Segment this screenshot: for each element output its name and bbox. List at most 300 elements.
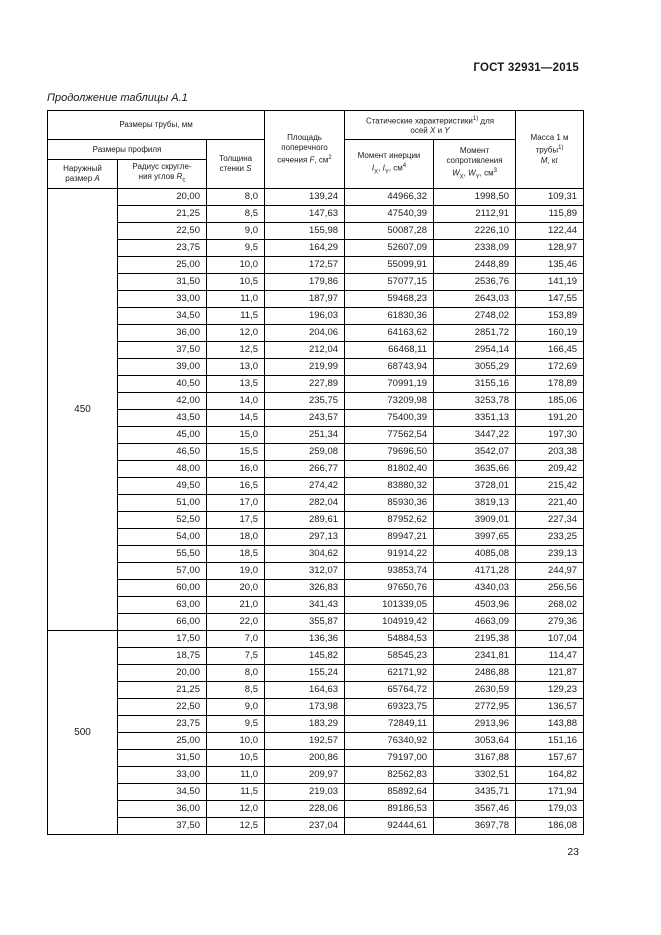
page-number: 23 bbox=[567, 846, 579, 858]
inertia-cell: 70991,19 bbox=[345, 376, 434, 393]
table-row bbox=[48, 614, 584, 631]
header-radius bbox=[118, 160, 207, 189]
table-row bbox=[48, 546, 584, 563]
inertia-cell: 68743,94 bbox=[345, 359, 434, 376]
header-static-and: и bbox=[435, 126, 445, 136]
radius-cell: 49,50 bbox=[118, 478, 207, 495]
header-inertia-ix-sub: X bbox=[374, 169, 379, 176]
resistance-cell: 3567,46 bbox=[434, 801, 516, 818]
header-resistance-sep: , bbox=[463, 168, 469, 178]
inertia-cell: 81802,40 bbox=[345, 461, 434, 478]
mass-cell: 215,42 bbox=[516, 478, 584, 495]
header-area bbox=[265, 111, 345, 189]
radius-cell: 20,00 bbox=[118, 665, 207, 682]
header-radius-line2: ния углов bbox=[138, 172, 175, 182]
mass-cell: 115,89 bbox=[516, 206, 584, 223]
header-inertia-unit: , см bbox=[388, 163, 403, 173]
resistance-cell: 3302,51 bbox=[434, 767, 516, 784]
resistance-cell: 4085,08 bbox=[434, 546, 516, 563]
table-row bbox=[48, 818, 584, 835]
area-cell: 179,86 bbox=[265, 274, 345, 291]
radius-cell: 66,00 bbox=[118, 614, 207, 631]
table-row bbox=[48, 376, 584, 393]
radius-cell: 34,50 bbox=[118, 308, 207, 325]
table-row bbox=[48, 682, 584, 699]
header-static-footnote: 1) bbox=[472, 115, 479, 122]
radius-cell: 48,00 bbox=[118, 461, 207, 478]
radius-cell: 37,50 bbox=[118, 818, 207, 835]
header-profile-sizes: Размеры профиля bbox=[48, 140, 207, 160]
area-cell: 200,86 bbox=[265, 750, 345, 767]
resistance-cell: 3635,66 bbox=[434, 461, 516, 478]
header-outer-line1: Наружный bbox=[63, 164, 102, 173]
resistance-cell: 3053,64 bbox=[434, 733, 516, 750]
header-resistance bbox=[434, 140, 516, 189]
inertia-cell: 65764,72 bbox=[345, 682, 434, 699]
area-cell: 173,98 bbox=[265, 699, 345, 716]
mass-cell: 153,89 bbox=[516, 308, 584, 325]
table-row bbox=[48, 189, 584, 206]
radius-cell: 60,00 bbox=[118, 580, 207, 597]
radius-cell: 45,00 bbox=[118, 427, 207, 444]
mass-cell: 109,31 bbox=[516, 189, 584, 206]
inertia-cell: 50087,28 bbox=[345, 223, 434, 240]
header-thickness-symbol: S bbox=[246, 164, 252, 173]
header-resistance-wx: W bbox=[452, 168, 460, 178]
table-row bbox=[48, 240, 584, 257]
radius-cell: 33,00 bbox=[118, 291, 207, 308]
resistance-cell: 1998,50 bbox=[434, 189, 516, 206]
area-cell: 145,82 bbox=[265, 648, 345, 665]
header-inertia bbox=[345, 140, 434, 189]
thickness-cell: 11,5 bbox=[207, 784, 265, 801]
radius-cell: 22,50 bbox=[118, 699, 207, 716]
resistance-cell: 2112,91 bbox=[434, 206, 516, 223]
table-row bbox=[48, 801, 584, 818]
mass-cell: 128,97 bbox=[516, 240, 584, 257]
radius-cell: 39,00 bbox=[118, 359, 207, 376]
resistance-cell: 3728,01 bbox=[434, 478, 516, 495]
table-row bbox=[48, 767, 584, 784]
thickness-cell: 8,0 bbox=[207, 665, 265, 682]
resistance-cell: 3155,16 bbox=[434, 376, 516, 393]
table-row bbox=[48, 580, 584, 597]
thickness-cell: 14,5 bbox=[207, 410, 265, 427]
area-cell: 187,97 bbox=[265, 291, 345, 308]
header-inertia-line1: Момент инерции bbox=[357, 150, 421, 160]
table-row bbox=[48, 648, 584, 665]
radius-cell: 55,50 bbox=[118, 546, 207, 563]
area-cell: 266,77 bbox=[265, 461, 345, 478]
thickness-cell: 8,5 bbox=[207, 682, 265, 699]
table-row bbox=[48, 733, 584, 750]
header-mass-symbol: M bbox=[540, 155, 548, 165]
thickness-cell: 13,0 bbox=[207, 359, 265, 376]
table-row bbox=[48, 563, 584, 580]
mass-cell: 135,46 bbox=[516, 257, 584, 274]
resistance-cell: 3819,13 bbox=[434, 495, 516, 512]
inertia-cell: 85930,36 bbox=[345, 495, 434, 512]
area-cell: 139,24 bbox=[265, 189, 345, 206]
mass-cell: 197,30 bbox=[516, 427, 584, 444]
radius-cell: 52,50 bbox=[118, 512, 207, 529]
table-row bbox=[48, 393, 584, 410]
radius-cell: 40,50 bbox=[118, 376, 207, 393]
thickness-cell: 12,0 bbox=[207, 325, 265, 342]
header-radius-symbol: R bbox=[176, 172, 183, 182]
thickness-cell: 12,5 bbox=[207, 342, 265, 359]
resistance-cell: 3253,78 bbox=[434, 393, 516, 410]
area-cell: 212,04 bbox=[265, 342, 345, 359]
header-resistance-wy-sub: Y bbox=[475, 174, 480, 181]
header-area-line2: поперечного bbox=[281, 143, 328, 153]
area-cell: 235,75 bbox=[265, 393, 345, 410]
thickness-cell: 13,5 bbox=[207, 376, 265, 393]
radius-cell: 51,00 bbox=[118, 495, 207, 512]
thickness-cell: 11,5 bbox=[207, 308, 265, 325]
mass-cell: 107,04 bbox=[516, 631, 584, 648]
inertia-cell: 66468,11 bbox=[345, 342, 434, 359]
mass-cell: 244,97 bbox=[516, 563, 584, 580]
inertia-cell: 57077,15 bbox=[345, 274, 434, 291]
area-cell: 155,98 bbox=[265, 223, 345, 240]
inertia-cell: 44966,32 bbox=[345, 189, 434, 206]
thickness-cell: 21,0 bbox=[207, 597, 265, 614]
resistance-cell: 4340,03 bbox=[434, 580, 516, 597]
header-static-line2: осей bbox=[410, 126, 428, 136]
inertia-cell: 89947,21 bbox=[345, 529, 434, 546]
radius-cell: 22,50 bbox=[118, 223, 207, 240]
table-row bbox=[48, 512, 584, 529]
mass-cell: 239,13 bbox=[516, 546, 584, 563]
resistance-cell: 3997,65 bbox=[434, 529, 516, 546]
mass-cell: 166,45 bbox=[516, 342, 584, 359]
mass-cell: 185,06 bbox=[516, 393, 584, 410]
table-row bbox=[48, 478, 584, 495]
mass-cell: 114,47 bbox=[516, 648, 584, 665]
mass-cell: 151,16 bbox=[516, 733, 584, 750]
area-cell: 251,34 bbox=[265, 427, 345, 444]
table-row bbox=[48, 665, 584, 682]
thickness-cell: 10,5 bbox=[207, 274, 265, 291]
area-cell: 274,42 bbox=[265, 478, 345, 495]
resistance-cell: 2486,88 bbox=[434, 665, 516, 682]
standard-number: ГОСТ 32931—2015 bbox=[473, 62, 579, 74]
mass-cell: 164,82 bbox=[516, 767, 584, 784]
mass-cell: 203,38 bbox=[516, 444, 584, 461]
outer-size-cell: 450 bbox=[48, 189, 118, 631]
inertia-cell: 47540,39 bbox=[345, 206, 434, 223]
radius-cell: 18,75 bbox=[118, 648, 207, 665]
resistance-cell: 2643,03 bbox=[434, 291, 516, 308]
radius-cell: 25,00 bbox=[118, 257, 207, 274]
header-outer-symbol: A bbox=[94, 174, 100, 183]
mass-cell: 160,19 bbox=[516, 325, 584, 342]
inertia-cell: 82562,83 bbox=[345, 767, 434, 784]
thickness-cell: 16,5 bbox=[207, 478, 265, 495]
mass-cell: 256,56 bbox=[516, 580, 584, 597]
header-inertia-iy-sub: Y bbox=[384, 169, 389, 176]
header-radius-sub: с bbox=[182, 177, 186, 184]
mass-cell: 179,03 bbox=[516, 801, 584, 818]
area-cell: 196,03 bbox=[265, 308, 345, 325]
radius-cell: 23,75 bbox=[118, 716, 207, 733]
area-cell: 219,03 bbox=[265, 784, 345, 801]
header-resistance-wx-sub: X bbox=[459, 174, 464, 181]
table-body bbox=[48, 189, 584, 835]
thickness-cell: 19,0 bbox=[207, 563, 265, 580]
thickness-cell: 8,0 bbox=[207, 189, 265, 206]
area-cell: 282,04 bbox=[265, 495, 345, 512]
header-inertia-unit-sup: 4 bbox=[402, 162, 407, 169]
table-row bbox=[48, 631, 584, 648]
header-resistance-unit-sup: 3 bbox=[493, 167, 497, 174]
table-row bbox=[48, 716, 584, 733]
area-cell: 259,08 bbox=[265, 444, 345, 461]
mass-cell: 143,88 bbox=[516, 716, 584, 733]
inertia-cell: 54884,53 bbox=[345, 631, 434, 648]
header-area-symbol: F bbox=[309, 155, 315, 165]
mass-cell: 209,42 bbox=[516, 461, 584, 478]
inertia-cell: 72849,11 bbox=[345, 716, 434, 733]
resistance-cell: 3055,29 bbox=[434, 359, 516, 376]
inertia-cell: 79197,00 bbox=[345, 750, 434, 767]
inertia-cell: 76340,92 bbox=[345, 733, 434, 750]
table-row bbox=[48, 427, 584, 444]
thickness-cell: 7,0 bbox=[207, 631, 265, 648]
thickness-cell: 9,0 bbox=[207, 223, 265, 240]
header-static-y: Y bbox=[444, 126, 450, 136]
inertia-cell: 59468,23 bbox=[345, 291, 434, 308]
table-row bbox=[48, 257, 584, 274]
inertia-cell: 101339,05 bbox=[345, 597, 434, 614]
inertia-cell: 93853,74 bbox=[345, 563, 434, 580]
table-row bbox=[48, 699, 584, 716]
header-mass-unit: , кг bbox=[547, 155, 559, 165]
header-thickness bbox=[207, 140, 265, 189]
thickness-cell: 10,0 bbox=[207, 733, 265, 750]
header-mass bbox=[516, 111, 584, 189]
thickness-cell: 12,0 bbox=[207, 801, 265, 818]
radius-cell: 21,25 bbox=[118, 682, 207, 699]
mass-cell: 191,20 bbox=[516, 410, 584, 427]
area-cell: 289,61 bbox=[265, 512, 345, 529]
inertia-cell: 77562,54 bbox=[345, 427, 434, 444]
area-cell: 227,89 bbox=[265, 376, 345, 393]
resistance-cell: 4663,09 bbox=[434, 614, 516, 631]
radius-cell: 25,00 bbox=[118, 733, 207, 750]
resistance-cell: 2954,14 bbox=[434, 342, 516, 359]
inertia-cell: 69323,75 bbox=[345, 699, 434, 716]
header-area-unit-sup: 2 bbox=[328, 155, 332, 162]
radius-cell: 46,50 bbox=[118, 444, 207, 461]
inertia-cell: 64163,62 bbox=[345, 325, 434, 342]
inertia-cell: 83880,32 bbox=[345, 478, 434, 495]
header-pipe-sizes: Размеры трубы, мм bbox=[48, 111, 265, 140]
resistance-cell: 4171,28 bbox=[434, 563, 516, 580]
thickness-cell: 9,0 bbox=[207, 699, 265, 716]
header-mass-line1: Масса 1 м bbox=[530, 133, 569, 143]
resistance-cell: 2748,02 bbox=[434, 308, 516, 325]
area-cell: 297,13 bbox=[265, 529, 345, 546]
header-resistance-line1: Момент bbox=[459, 145, 490, 155]
thickness-cell: 16,0 bbox=[207, 461, 265, 478]
thickness-cell: 15,0 bbox=[207, 427, 265, 444]
thickness-cell: 9,5 bbox=[207, 240, 265, 257]
header-radius-line1: Радиус скругле- bbox=[132, 162, 192, 172]
table-caption: Продолжение таблицы А.1 bbox=[47, 92, 188, 104]
table-row bbox=[48, 291, 584, 308]
radius-cell: 31,50 bbox=[118, 750, 207, 767]
mass-cell: 147,55 bbox=[516, 291, 584, 308]
table-row bbox=[48, 206, 584, 223]
thickness-cell: 9,5 bbox=[207, 716, 265, 733]
radius-cell: 17,50 bbox=[118, 631, 207, 648]
radius-cell: 36,00 bbox=[118, 325, 207, 342]
table-row bbox=[48, 784, 584, 801]
area-cell: 355,87 bbox=[265, 614, 345, 631]
resistance-cell: 3167,88 bbox=[434, 750, 516, 767]
radius-cell: 23,75 bbox=[118, 240, 207, 257]
radius-cell: 63,00 bbox=[118, 597, 207, 614]
resistance-cell: 2226,10 bbox=[434, 223, 516, 240]
mass-cell: 233,25 bbox=[516, 529, 584, 546]
resistance-cell: 2536,76 bbox=[434, 274, 516, 291]
mass-cell: 141,19 bbox=[516, 274, 584, 291]
thickness-cell: 10,5 bbox=[207, 750, 265, 767]
radius-cell: 21,25 bbox=[118, 206, 207, 223]
thickness-cell: 12,5 bbox=[207, 818, 265, 835]
header-area-unit: , см bbox=[314, 155, 329, 165]
area-cell: 183,29 bbox=[265, 716, 345, 733]
header-mass-footnote: 1) bbox=[558, 145, 564, 152]
header-area-line3: сечения bbox=[277, 155, 308, 165]
mass-cell: 178,89 bbox=[516, 376, 584, 393]
area-cell: 219,99 bbox=[265, 359, 345, 376]
inertia-cell: 52607,09 bbox=[345, 240, 434, 257]
resistance-cell: 3542,07 bbox=[434, 444, 516, 461]
table-row bbox=[48, 342, 584, 359]
area-cell: 172,57 bbox=[265, 257, 345, 274]
radius-cell: 20,00 bbox=[118, 189, 207, 206]
header-inertia-iy: I bbox=[382, 163, 385, 173]
outer-size-cell: 500 bbox=[48, 631, 118, 835]
mass-cell: 221,40 bbox=[516, 495, 584, 512]
mass-cell: 157,67 bbox=[516, 750, 584, 767]
inertia-cell: 87952,62 bbox=[345, 512, 434, 529]
area-cell: 209,97 bbox=[265, 767, 345, 784]
area-cell: 147,63 bbox=[265, 206, 345, 223]
thickness-cell: 18,5 bbox=[207, 546, 265, 563]
area-cell: 164,63 bbox=[265, 682, 345, 699]
inertia-cell: 91914,22 bbox=[345, 546, 434, 563]
mass-cell: 227,34 bbox=[516, 512, 584, 529]
resistance-cell: 2341,81 bbox=[434, 648, 516, 665]
resistance-cell: 2338,09 bbox=[434, 240, 516, 257]
data-table bbox=[47, 110, 584, 835]
resistance-cell: 3909,01 bbox=[434, 512, 516, 529]
resistance-cell: 2772,95 bbox=[434, 699, 516, 716]
area-cell: 164,29 bbox=[265, 240, 345, 257]
table-row bbox=[48, 274, 584, 291]
mass-cell: 279,36 bbox=[516, 614, 584, 631]
thickness-cell: 22,0 bbox=[207, 614, 265, 631]
resistance-cell: 3435,71 bbox=[434, 784, 516, 801]
thickness-cell: 7,5 bbox=[207, 648, 265, 665]
header-static-x: X bbox=[430, 126, 436, 136]
mass-cell: 121,87 bbox=[516, 665, 584, 682]
table-row bbox=[48, 461, 584, 478]
radius-cell: 42,00 bbox=[118, 393, 207, 410]
radius-cell: 37,50 bbox=[118, 342, 207, 359]
inertia-cell: 73209,98 bbox=[345, 393, 434, 410]
area-cell: 243,57 bbox=[265, 410, 345, 427]
table-row bbox=[48, 359, 584, 376]
table-row bbox=[48, 750, 584, 767]
header-static-line1b: для bbox=[478, 116, 495, 126]
header-resistance-line2: сопротивления bbox=[446, 155, 503, 165]
radius-cell: 36,00 bbox=[118, 801, 207, 818]
radius-cell: 33,00 bbox=[118, 767, 207, 784]
mass-cell: 171,94 bbox=[516, 784, 584, 801]
table-row bbox=[48, 529, 584, 546]
table-row bbox=[48, 325, 584, 342]
area-cell: 326,83 bbox=[265, 580, 345, 597]
thickness-cell: 17,0 bbox=[207, 495, 265, 512]
thickness-cell: 11,0 bbox=[207, 291, 265, 308]
area-cell: 341,43 bbox=[265, 597, 345, 614]
resistance-cell: 2448,89 bbox=[434, 257, 516, 274]
header-static bbox=[345, 111, 516, 140]
mass-cell: 186,08 bbox=[516, 818, 584, 835]
header-mass-line2: трубы bbox=[535, 145, 559, 155]
thickness-cell: 14,0 bbox=[207, 393, 265, 410]
mass-cell: 129,23 bbox=[516, 682, 584, 699]
resistance-cell: 3351,13 bbox=[434, 410, 516, 427]
thickness-cell: 8,5 bbox=[207, 206, 265, 223]
table-row bbox=[48, 308, 584, 325]
inertia-cell: 92444,61 bbox=[345, 818, 434, 835]
inertia-cell: 58545,23 bbox=[345, 648, 434, 665]
inertia-cell: 79696,50 bbox=[345, 444, 434, 461]
table-row bbox=[48, 223, 584, 240]
table-row bbox=[48, 495, 584, 512]
header-outer-line2: размер bbox=[65, 174, 93, 183]
header-resistance-wy: W bbox=[468, 168, 476, 178]
area-cell: 136,36 bbox=[265, 631, 345, 648]
radius-cell: 43,50 bbox=[118, 410, 207, 427]
table-row bbox=[48, 597, 584, 614]
resistance-cell: 2630,59 bbox=[434, 682, 516, 699]
inertia-cell: 62171,92 bbox=[345, 665, 434, 682]
inertia-cell: 61830,36 bbox=[345, 308, 434, 325]
header-thickness-line2: стенки bbox=[219, 164, 244, 173]
area-cell: 312,07 bbox=[265, 563, 345, 580]
mass-cell: 172,69 bbox=[516, 359, 584, 376]
inertia-cell: 97650,76 bbox=[345, 580, 434, 597]
header-inertia-sep: , bbox=[378, 163, 383, 173]
area-cell: 192,57 bbox=[265, 733, 345, 750]
inertia-cell: 104919,42 bbox=[345, 614, 434, 631]
mass-cell: 136,57 bbox=[516, 699, 584, 716]
thickness-cell: 15,5 bbox=[207, 444, 265, 461]
area-cell: 155,24 bbox=[265, 665, 345, 682]
resistance-cell: 2851,72 bbox=[434, 325, 516, 342]
header-static-line1: Статические характеристики bbox=[365, 116, 473, 126]
mass-cell: 122,44 bbox=[516, 223, 584, 240]
mass-cell: 268,02 bbox=[516, 597, 584, 614]
resistance-cell: 2913,96 bbox=[434, 716, 516, 733]
